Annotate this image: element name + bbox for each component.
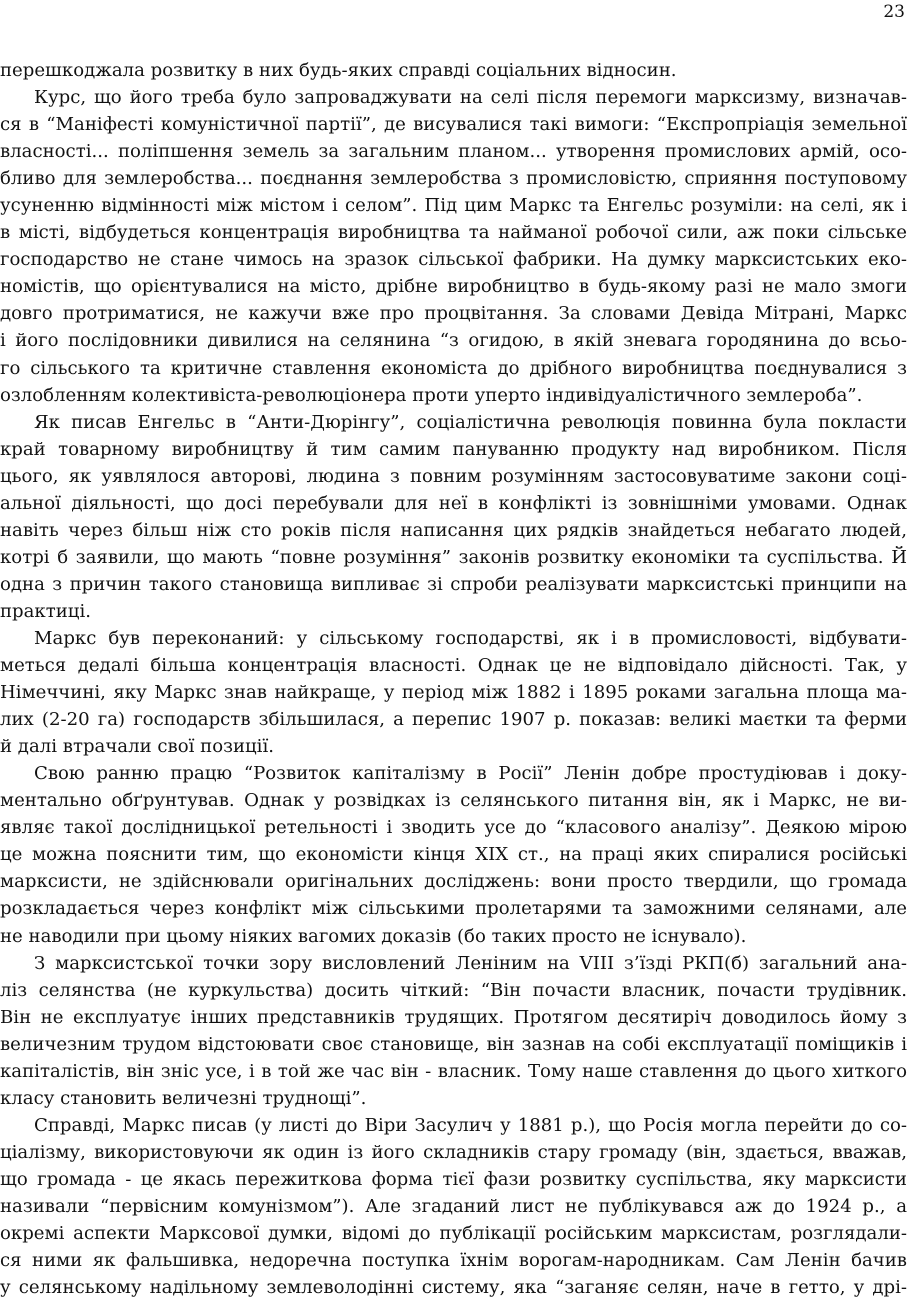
text-line: що громада - це якась пережиткова форма тієї фази розвитку суспільства, яку марксисти [0, 1168, 907, 1190]
text-line: З марксистської точки зору висловлений Леніним на VIII з’їзді РКП(б) загальний ана- [34, 952, 907, 974]
text-line: го сільського та критичне ставлення економіста до дрібного виробництва поєднувалися з [0, 357, 907, 379]
text-line: навіть через більш ніж сто років після написання цих рядків знайдеться небагато людей, [0, 519, 907, 541]
text-line: практиці. [0, 600, 91, 622]
text-line: окремі аспекти Марксової думки, відомі до публікації російським марксистам, розглядали- [0, 1223, 907, 1245]
text-line: перешкоджала розвитку в них будь-яких справді соціальних відносин. [0, 60, 677, 81]
text-line: ся ними як фальшивка, недоречна поступка їхнім ворогам-народникам. Сам Ленін бачив [0, 1250, 907, 1272]
text-line: й далі втрачали свої позиції. [0, 736, 274, 758]
text-line: і його послідовники дивилися на селянина “з огидою, в якій зневага городянина до всьо- [0, 330, 907, 352]
text-line: не наводили при цьому ніяких вагомих доказів (бо таких просто не існувало). [0, 925, 747, 947]
paragraph [0, 950, 907, 1112]
text-line: Німеччині, яку Маркс знав найкраще, у період між 1882 і 1895 роками загальна площа ма- [0, 682, 907, 704]
text-line: довго протриматися, не кажучи вже про процвітання. За словами Девіда Мітрані, Маркс [0, 303, 907, 325]
document-body [0, 57, 907, 1301]
text-line: котрі б заявили, що мають “повне розуміння” законів розвитку економіки та суспільства. Й [0, 546, 907, 568]
paragraph [0, 625, 907, 760]
paragraph [0, 84, 907, 409]
text-line: власності... поліпшення земель за загальним планом... утворення промислових армій, осо- [0, 141, 907, 163]
text-line: капіталістів, він зніс усе, і в той же час він - власник. Тому наше ставлення до цього хиткого [0, 1060, 907, 1082]
text-line: класу становить величезні труднощі”. [0, 1087, 367, 1109]
text-line: Свою ранню працю “Розвиток капіталізму в Росії” Ленін добре простудіював і доку- [34, 763, 907, 785]
text-line: розкладається через конфлікт між сільськими пролетарями та заможними селянами, але [0, 898, 907, 920]
text-line: Справді, Маркс писав (у листі до Віри Засулич у 1881 р.), що Росія могла перейти до со- [34, 1114, 907, 1136]
text-line: усуненню відмінності між містом і селом”. Під цим Маркс та Енгельс розуміли: на селі, як і [0, 195, 907, 217]
text-line: величезним трудом відстоювати своє становище, він зазнав на собі експлуатації поміщиків і [0, 1033, 907, 1055]
paragraph [0, 409, 907, 625]
page-number: 23 [883, 2, 905, 22]
text-line: одна з причин такого становища випливає зі спроби реалізувати марксистські принципи на [0, 573, 907, 595]
paragraph [0, 57, 907, 84]
text-line: у селянському надільному землеволодінні систему, яка “заганяє селян, наче в гетто, у дрі- [0, 1277, 907, 1299]
text-line: марксисти, не здійснювали оригінальних досліджень: вони просто твердили, що громада [0, 871, 907, 893]
text-line: Як писав Енгельс в “Анти-Дюрінгу”, соціалістична революція повинна була покласти [34, 411, 907, 433]
text-line: лих (2-20 га) господарств збільшилася, а перепис 1907 р. показав: великі маєтки та ферми [0, 709, 907, 731]
text-line: являє такої дослідницької ретельності і зводить усе до “класового аналізу”. Деякою мірою [0, 817, 907, 839]
text-line: альної діяльності, що досі перебували для неї в конфлікті із зовнішніми умовами. Однак [0, 492, 907, 514]
text-line: край товарному виробництву й тим самим пануванню продукту над виробником. Після [0, 438, 907, 460]
text-line: озлобленням колективіста-революціонера проти уперто індивідуалістичного землероба”. [0, 384, 863, 406]
text-line: Він не експлуатує інших представників трудящих. Протягом десятиріч доводилось йому з [0, 1006, 907, 1028]
text-line: в місті, відбудеться концентрація виробництва та найманої робочої сили, аж поки сільське [0, 222, 907, 244]
text-line: ся в “Маніфесті комуністичної партії”, де висувалися такі вимоги: “Експропріація земельної [0, 114, 907, 136]
text-line: номістів, що орієнтувалися на місто, дрібне виробництво в будь-якому разі не мало змоги [0, 276, 907, 298]
text-line: називали “первісним комунізмом”). Але згаданий лист не публікувався аж до 1924 р., а [0, 1195, 907, 1217]
paragraph [0, 760, 907, 949]
text-line: господарство не стане чимось на зразок сільської фабрики. На думку марксистських еко- [0, 249, 907, 271]
text-line: ліз селянства (не куркульства) досить чіткий: “Він почасти власник, почасти трудівник. [0, 979, 907, 1001]
paragraph [0, 1112, 907, 1301]
text-line: Курс, що його треба було запроваджувати на селі після перемоги марксизму, визначав- [34, 87, 907, 109]
text-line: меться дедалі більша концентрація власності. Однак це не відповідало дійсності. Так, у [0, 655, 907, 677]
text-line: Маркс був переконаний: у сільському господарстві, як і в промисловості, відбувати- [34, 627, 907, 649]
text-line: це можна пояснити тим, що економісти кінця XIX ст., на праці яких спиралися російські [0, 844, 907, 866]
text-line: ціалізму, використовуючи як один із його складників стару громаду (він, здається, вважав, [0, 1141, 907, 1163]
text-line: цього, як уявлялося авторові, людина з повним розумінням застосовуватиме закони соці- [0, 465, 907, 487]
text-line: ментально обґрунтував. Однак у розвідках із селянського питання він, як і Маркс, не ви- [0, 790, 907, 812]
text-line: бливо для землеробства... поєднання землеробства з промисловістю, сприяння поступовому [0, 168, 907, 190]
